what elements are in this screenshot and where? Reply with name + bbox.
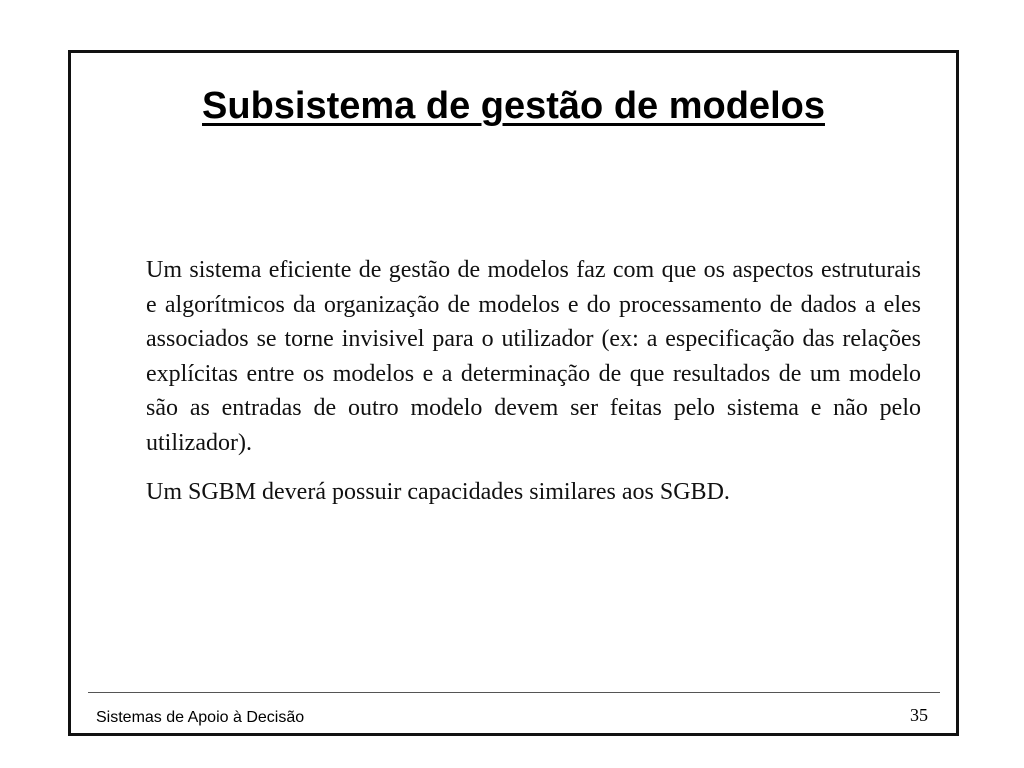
slide-frame [68, 50, 959, 736]
page-number: 35 [910, 705, 928, 725]
paragraph-2: Um SGBM deverá possuir capacidades similares aos SGBD. [146, 479, 730, 505]
footer-divider [88, 692, 940, 693]
paragraph-1: Um sistema eficiente de gestão de modelos faz com que os aspectos estruturais e algorítmicos da organização de modelos e do processamento de dados a eles associados se torne invisivel para o utilizador (ex: a especificação das relações explícitas entre os modelos e a determinação de que resultados de um modelo são as entradas de outro modelo devem ser feitas pelo sistema e não pelo utilizador). [146, 257, 921, 456]
slide-title: Subsistema de gestão de modelos [202, 85, 825, 127]
footer-course-title: Sistemas de Apoio à Decisão [96, 709, 305, 726]
slide-body [146, 253, 921, 525]
